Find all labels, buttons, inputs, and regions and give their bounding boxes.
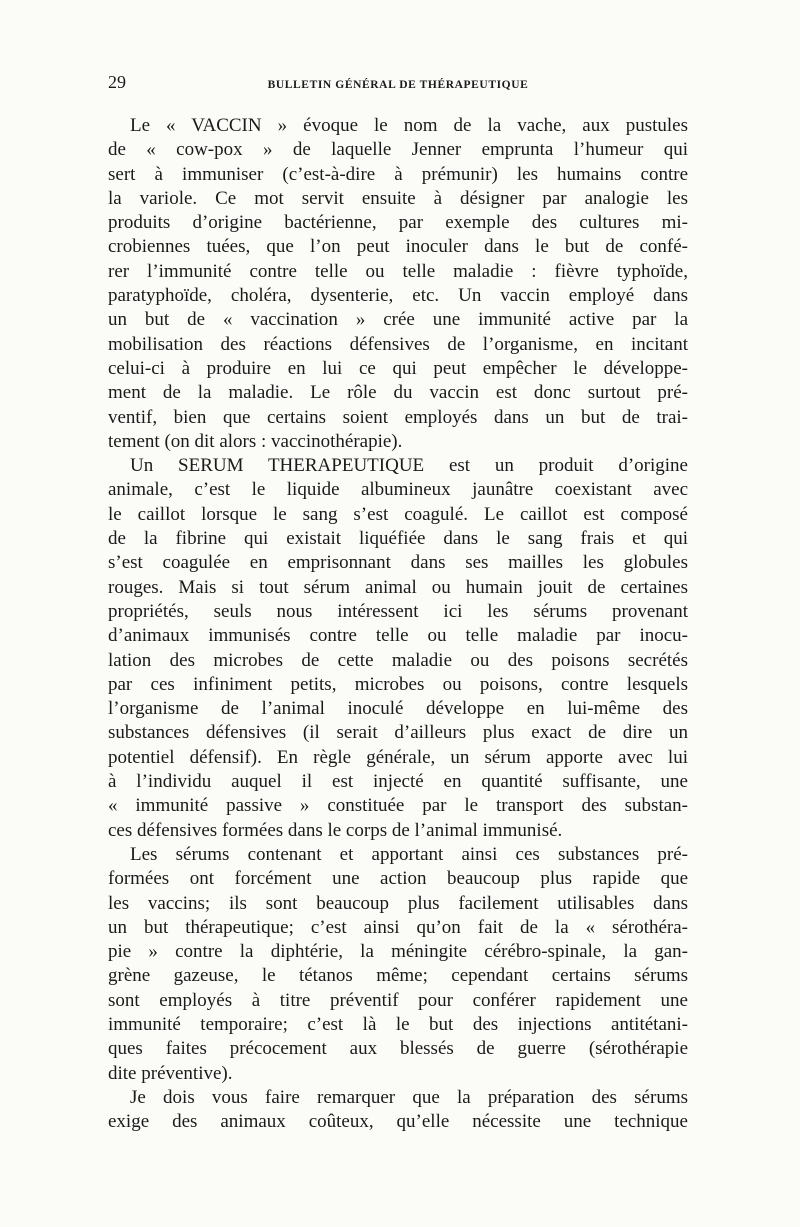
text-line: les vaccins; ils sont beaucoup plus facilement utilisables dans [108, 892, 688, 914]
text-line: ques faites précocement aux blessés de guerre (sérothérapie [108, 1038, 688, 1060]
text-line: ventif, bien que certains soient employés dans un but de trai- [108, 406, 688, 428]
text-line: ment de la maladie. Le rôle du vaccin est donc surtout pré- [108, 382, 688, 404]
text-line: d’animaux immunisés contre telle ou telle maladie par inocu- [108, 625, 688, 647]
text-line: sont employés à titre préventif pour conférer rapidement une [108, 989, 688, 1011]
text-line: à l’individu auquel il est injecté en quantité suffisante, une [108, 771, 688, 793]
text-line: potentiel défensif). En règle générale, un sérum apporte avec lui [108, 746, 688, 768]
text-line: paratyphoïde, choléra, dysenterie, etc. Un vaccin employé dans [108, 285, 688, 307]
text-line: rer l’immunité contre telle ou telle maladie : fièvre typhoïde, [108, 260, 688, 282]
text-line: sert à immuniser (c’est-à-dire à prémunir) les humains contre [108, 163, 688, 185]
text-line: s’est coagulée en emprisonnant dans ses mailles les globules [108, 552, 688, 574]
text-line: substances défensives (il serait d’ailleurs plus exact de dire un [108, 722, 688, 744]
text-line: lation des microbes de cette maladie ou des poisons secrétés [108, 649, 688, 671]
text-line: pie » contre la diphtérie, la méningite cérébro-spinale, la gan- [108, 941, 688, 963]
text-line: la variole. Ce mot servit ensuite à désigner par analogie les [108, 187, 688, 209]
text-line: l’organisme de l’animal inoculé développe en lui-même des [108, 698, 688, 720]
text-line: un but thérapeutique; c’est ainsi qu’on fait de la « sérothéra- [108, 916, 688, 938]
text-line: exige des animaux coûteux, qu’elle nécessite une technique [108, 1111, 688, 1133]
text-line: produits d’origine bactérienne, par exemple des cultures mi- [108, 212, 688, 234]
running-title: BULLETIN GÉNÉRAL DE THÉRAPEUTIQUE [267, 79, 529, 91]
text-line: un but de « vaccination » crée une immunité active par la [108, 309, 688, 331]
text-line: « immunité passive » constituée par le transport des substan- [108, 795, 688, 817]
text-line: par ces infiniment petits, microbes ou poisons, contre lesquels [108, 673, 688, 695]
text-line: Un SERUM THERAPEUTIQUE est un produit d’origine [130, 455, 688, 477]
text-line: le caillot lorsque le sang s’est coagulé. Le caillot est composé [108, 503, 688, 525]
text-line: Les sérums contenant et apportant ainsi ces substances pré- [130, 843, 688, 865]
text-line: celui-ci à produire en lui ce qui peut empêcher le développe- [108, 357, 688, 379]
text-line: ces défensives formées dans le corps de l’animal immunisé. [108, 819, 563, 841]
body-text [108, 114, 688, 1134]
text-line: immunité temporaire; c’est là le but des injections antitétani- [108, 1013, 688, 1035]
text-line: rouges. Mais si tout sérum animal ou humain jouit de certaines [108, 576, 688, 598]
running-head [108, 72, 688, 96]
text-line: tement (on dit alors : vaccinothérapie). [108, 430, 403, 452]
text-line: propriétés, seuls nous intéressent ici les sérums provenant [108, 600, 688, 622]
text-line: de la fibrine qui existait liquéfiée dans le sang frais et qui [108, 528, 688, 550]
text-line: mobilisation des réactions défensives de l’organisme, en incitant [108, 333, 688, 355]
page-number: 29 [108, 72, 126, 92]
text-line: de « cow-pox » de laquelle Jenner emprunta l’humeur qui [108, 139, 688, 161]
book-page [108, 72, 688, 1134]
text-line: formées ont forcément une action beaucoup plus rapide que [108, 868, 688, 890]
text-line: grène gazeuse, le tétanos même; cependant certains sérums [108, 965, 688, 987]
text-line: crobiennes tuées, que l’on peut inoculer dans le but de confé- [108, 236, 688, 258]
text-line: dite préventive). [108, 1062, 233, 1084]
text-line: animale, c’est le liquide albumineux jaunâtre coexistant avec [108, 479, 688, 501]
text-line: Le « VACCIN » évoque le nom de la vache, aux pustules [130, 115, 688, 136]
text-line: Je dois vous faire remarquer que la préparation des sérums [130, 1086, 688, 1108]
